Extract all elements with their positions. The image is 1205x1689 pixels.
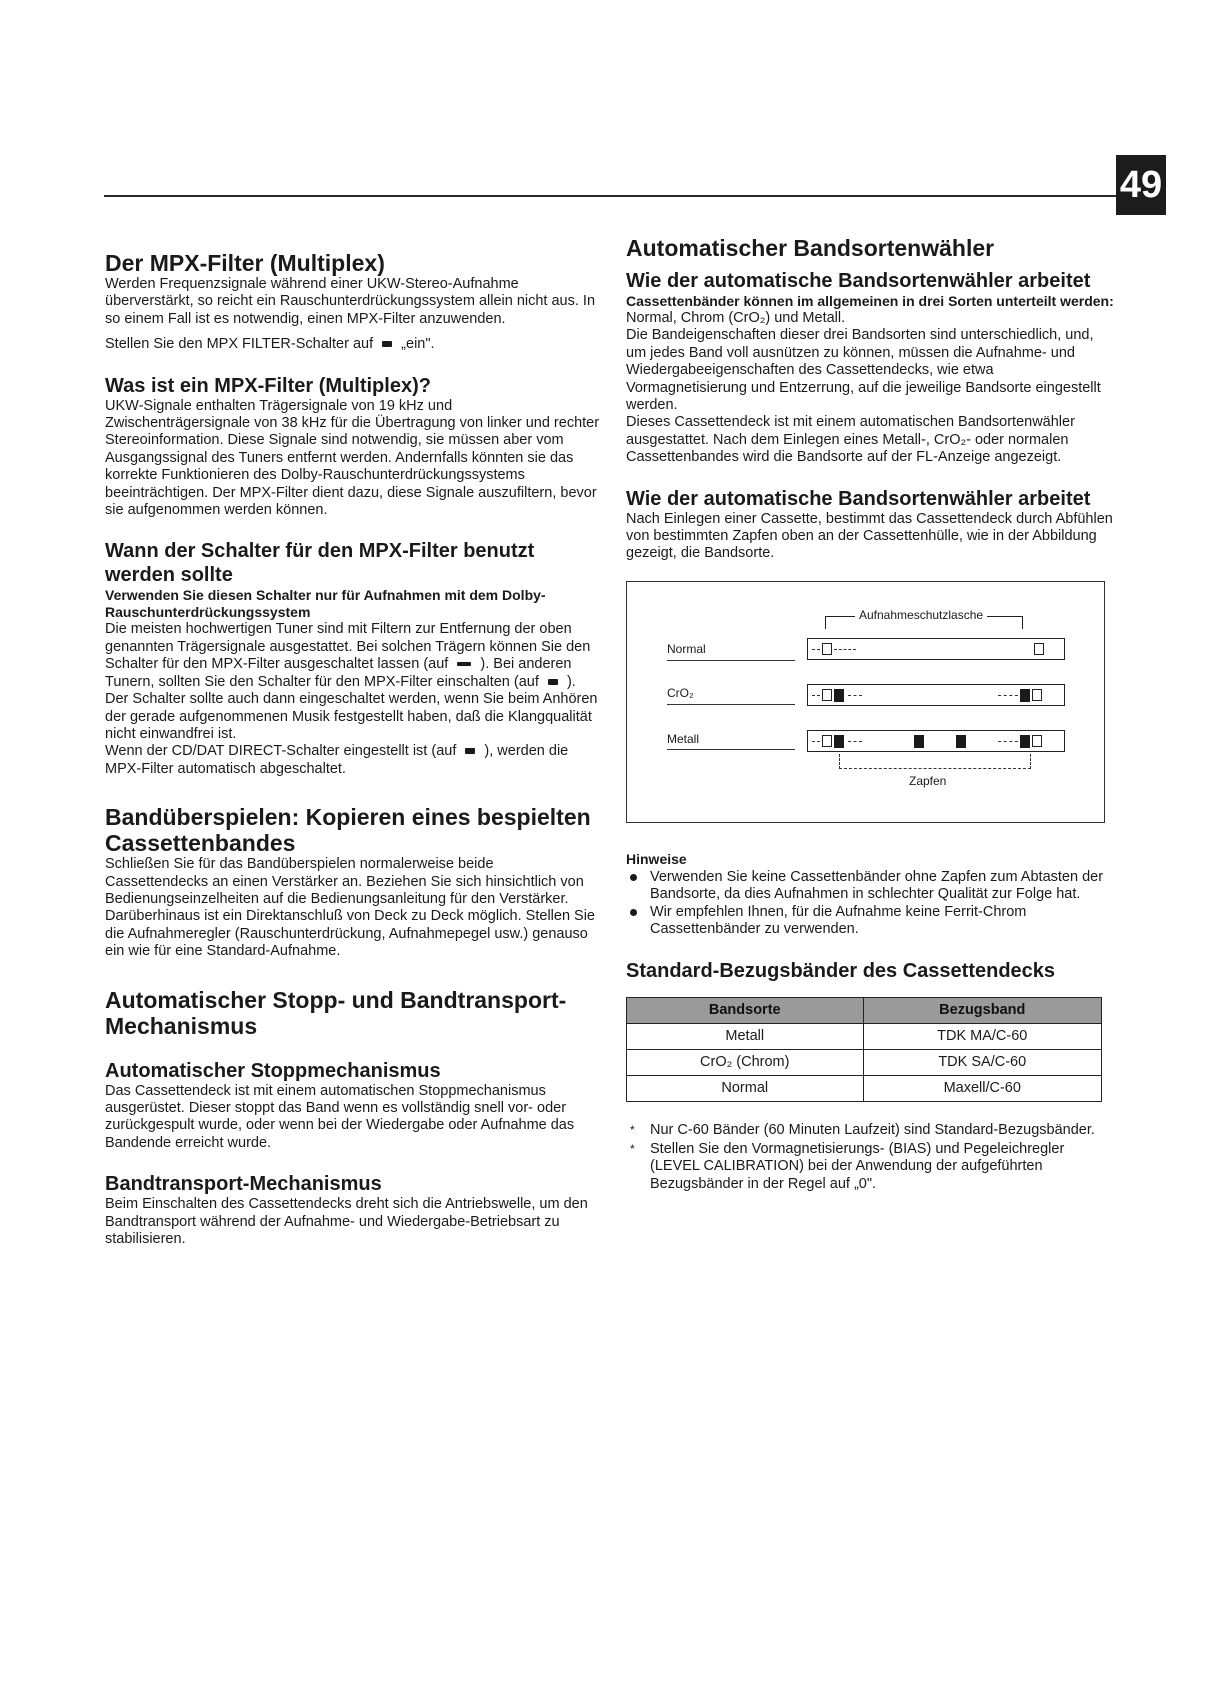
metall-leader [667,749,795,750]
dubbing-title: Bandüberspielen: Kopieren eines bespielten Cassettenbandes [105,804,591,857]
selector-paragraph: Dieses Cassettendeck ist mit einem automatischen Bandsortenwähler ausgestattet. Nach dem Einlegen eines Metall-, CrO₂- oder normalen Cassettenbandes wird die Bandsorte auf der FL-Anzeige angezeigt. [626,414,1075,466]
tape-properties-paragraph: Die Bandeigenschaften dieser drei Bandsorten sind unterschiedlich, und, um jedes Band voll ausnützen zu können, müssen die Aufnahme- und Wiedergabeeigenschaften des Cassettendecks, wie etwa Vormagnetisierung und Entzerrung, auf die jeweilige Bandsorte eingestellt werden. [626,327,1101,414]
auto-stop-title: Automatischer Stoppmechanismus [105,1059,441,1082]
reference-tapes-table [626,997,1102,1102]
detection-peg-icon [956,735,966,748]
column-header-tape-type: Bandsorte [627,997,864,1023]
detection-peg-icon [1020,689,1030,702]
switch-off-symbol-icon [457,662,471,666]
table-cell: Maxell/C-60 [863,1075,1101,1101]
cro2-cassette-edge [807,684,1065,706]
tape-transport-title: Bandtransport-Mechanismus [105,1173,382,1196]
switch-on-symbol-icon [465,748,475,754]
dubbing-paragraph: Schließen Sie für das Bandüberspielen normalerweise beide Cassettendecks an einen Verstärker an. Beziehen Sie sich hinsichtlich von Bedienungseinzelheiten auf die Bedienungsanleitung für den Verstärker. Darüberhinaus ist ein Direktanschluß von Deck zu Deck möglich. Stellen Sie die Aufnahmeregler (Rauschunterdrückung, Aufnahmepegel usw.) genauso ein wie für eine Standard-Aufnahme. [105,856,595,960]
mpx-title: Der MPX-Filter (Multiplex) [105,250,385,276]
mpx-paragraph: Werden Frequenzsignale während einer UKW-Stereo-Aufnahme überverstärkt, so reicht ein Rauschunterdrückungssystem allein nicht aus. In so einem Fall ist es notwendig, einen MPX-Filter anzuwenden. [105,276,596,327]
what-is-mpx-paragraph: UKW-Signale enthalten Trägersignale von 19 kHz und Zwischenträgersignale von 38 kHz für die Übertragung von linker und rechter Stereoinformation. Diese Signale sind notwendig, sie müssen aber vom Ausgangssignal des Tuners entfernt werden. Andernfalls könnten sie das korrekte Funktionieren des Dolby-Rauschunterdrückungssystems beeinträchtigen. Der MPX-Filter dient dazu, diese Signale auszufiltern, bevor sie aufgenommen werden können. [105,397,600,519]
detection-peg-icon [834,735,844,748]
protect-tab-hole-icon [822,643,832,655]
mpx-instruction [105,336,600,353]
detection-peg-icon [1020,735,1030,748]
reference-tapes-title: Standard-Bezugsbänder des Cassettendecks [626,959,1056,982]
right-column [626,235,1116,1195]
cassette-diagram [626,581,1105,823]
list-item: Verwenden Sie keine Cassettenbänder ohne Zapfen zum Abtasten der Bandsorte, da dies Aufnahmen in schlechter Qualität zur Folge hat. [626,869,1116,904]
metall-cassette-edge [807,730,1065,752]
how-it-works-subtitle: Cassettenbänder können im allgemeinen in drei Sorten unterteilt werden: [626,293,1114,309]
table-header-row [627,997,1102,1023]
table-row [627,1049,1102,1075]
normal-label: Normal [667,641,706,656]
detection-peg-icon [834,689,844,702]
how-it-works-title-1: Wie der automatische Bandsortenwähler arbeitet [626,270,1091,292]
switch-on-symbol-icon [382,341,392,347]
cd-dat-text-a: Wenn der CD/DAT DIRECT-Schalter eingestellt ist (auf [105,743,457,760]
left-column [105,250,600,1248]
column-header-reference-tape: Bezugsband [863,997,1101,1023]
pegs-label: Zapfen [909,773,947,788]
auto-stop-paragraph: Das Cassettendeck ist mit einem automatischen Stoppmechanismus ausgerüstet. Dieser stoppt das Band wenn es vollständig snell vor- oder zurückgespult wurde, oder wenn bei der Wiedergabe oder Aufnahme das Bandende erreicht wurde. [105,1082,575,1151]
when-text-a: Die meisten hochwertigen Tuner sind mit Filtern zur Entfernung der oben genannten Trägersignale ausgestattet. Bei solchen Trägern können Sie den Schalter für den MPX-Filter ausgeschaltet lassen (auf [105,621,591,673]
cd-dat-text-b: ), werden die MPX-Filter automatisch abgeschaltet. [105,743,569,777]
table-row [627,1075,1102,1101]
when-to-use-title: Wann der Schalter für den MPX-Filter benutzt werden sollte [105,540,535,587]
page-number: 49 [1116,155,1166,215]
notes-title: Hinweise [626,850,687,867]
peg-bracket [839,754,1031,769]
how-it-works-paragraph: Nach Einlegen einer Cassette, bestimmt das Cassettendeck durch Abfühlen von bestimmten Zapfen oben an der Cassettenhülle, wie in der Abbildung gezeigt, die Bandsorte. [626,510,1113,562]
tape-transport-paragraph: Beim Einschalten des Cassettendecks dreht sich die Antriebswelle, um den Bandtransport während der Aufnahme- und Wiedergabe-Betriebsart zu stabilisieren. [105,1196,588,1247]
switch-on-symbol-icon [548,679,558,685]
footnotes-list [626,1122,1116,1194]
list-item: Wir empfehlen Ihnen, für die Aufnahme keine Ferrit-Chrom Cassettenbänder zu verwenden. [626,904,1116,939]
table-row [627,1023,1102,1049]
table-cell: Metall [627,1023,864,1049]
table-cell: TDK SA/C-60 [863,1049,1101,1075]
cro2-leader [667,704,795,705]
mpx-instruction-pre: Stellen Sie den MPX FILTER-Schalter auf [105,336,374,353]
when-to-use-paragraph [105,621,600,743]
notes-list [626,869,1116,939]
normal-leader [667,660,795,661]
detection-peg-icon [914,735,924,748]
selector-title: Automatischer Bandsortenwähler [626,235,995,261]
table-cell: CrO₂ (Chrom) [627,1049,864,1075]
normal-cassette-edge [807,638,1065,660]
footnote: * Stellen Sie den Vormagnetisierungs- (BIAS) und Pegeleichregler (LEVEL CALIBRATION) bei der Anwendung der aufgeführten Bezugsbänder in der Regel auf „0". [626,1141,1116,1193]
when-to-use-subtitle: Verwenden Sie diesen Schalter nur für Aufnahmen mit dem Dolby-Rauschunterdrückungssystem [105,587,546,621]
table-cell: TDK MA/C-60 [863,1023,1101,1049]
header-rule [104,195,1120,197]
when-text-c: ). Der Schalter sollte auch dann eingeschaltet werden, wenn Sie beim Anhören der gerade aufgenommenen Musik festgestellt haben, daß die Klangqualität nicht einwandfrei ist. [105,673,598,742]
auto-mechanism-title: Automatischer Stopp- und Bandtransport-Mechanismus [105,986,567,1039]
what-is-mpx-title: Was ist ein MPX-Filter (Multiplex)? [105,374,431,397]
metall-label: Metall [667,731,700,746]
protect-tab-hole-icon [1034,643,1044,655]
protect-tab-label: Aufnahmeschutzlasche [855,608,987,622]
footnote: * Nur C-60 Bänder (60 Minuten Laufzeit) sind Standard-Bezugsbänder. [626,1122,1116,1139]
how-it-works-title-2: Wie der automatische Bandsortenwähler arbeitet [626,487,1091,510]
table-cell: Normal [627,1075,864,1101]
when-text-b: ). Bei anderen Tunern, sollten Sie den Schalter für den MPX-Filter einschalten (auf [105,656,572,690]
cro2-label: CrO₂ [667,685,694,700]
cd-dat-paragraph [105,743,600,778]
tape-types-line: Normal, Chrom (CrO₂) und Metall. [626,310,846,326]
mpx-instruction-post: „ein". [401,336,435,353]
